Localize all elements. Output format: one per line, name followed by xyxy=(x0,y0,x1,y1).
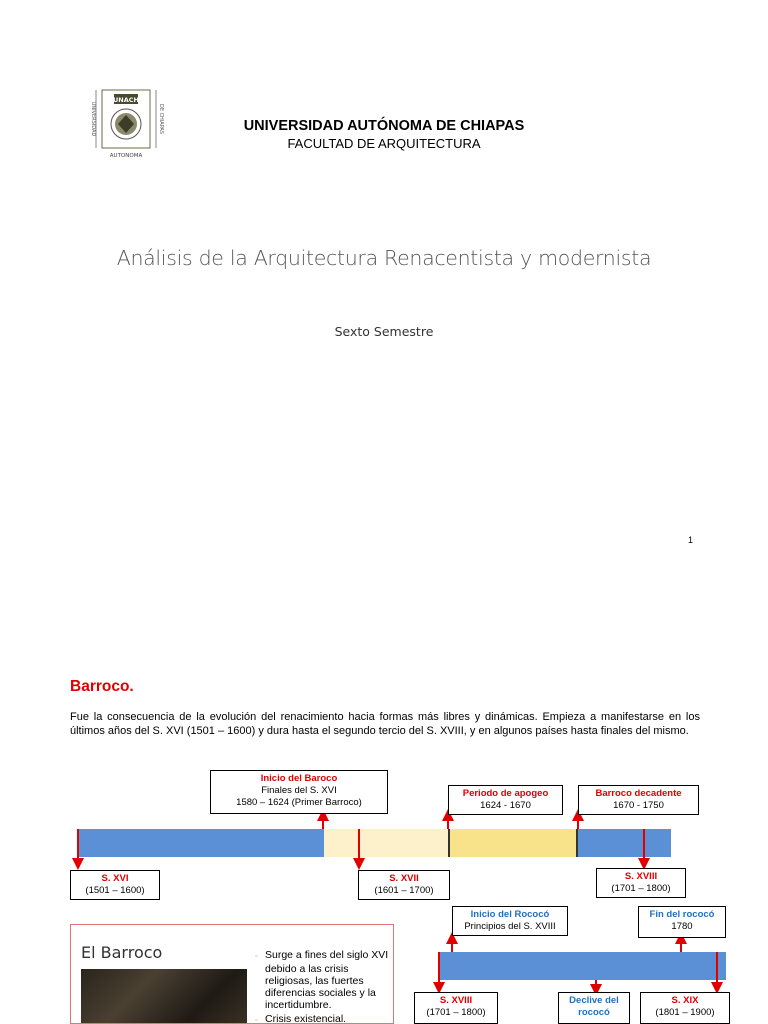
box-title: S. XVI xyxy=(101,873,129,884)
box-line: rococó xyxy=(578,1007,610,1018)
svg-text:AUTONOMA: AUTONOMA xyxy=(109,153,143,159)
box-line: 1624 - 1670 xyxy=(480,800,531,811)
box-line: 1580 – 1624 (Primer Barroco) xyxy=(236,797,362,808)
section-paragraph: Fue la consecuencia de la evolución del renacimiento hacia formas más libres y dinámicas. Empieza a manifestarse en los últimos años del S. XVI (1501 – 1600) y dura hasta el segundo tercio del S. XVIII, y en algunos países hasta finales del mismo. xyxy=(70,711,700,737)
box-line: (1801 – 1900) xyxy=(655,1007,715,1018)
box-line: (1501 – 1600) xyxy=(85,885,145,896)
timeline-bar-segment-light-yellow xyxy=(324,829,448,857)
box-line: (1701 – 1800) xyxy=(426,1007,486,1018)
panel-bullets xyxy=(255,949,391,1024)
box-title: S. XVIII xyxy=(624,871,658,882)
panel-bullet: ▫ Crisis existencial. xyxy=(265,1013,391,1024)
timeline-box-inicio-barroco xyxy=(210,770,388,814)
box-line: Finales del S. XVI xyxy=(261,785,337,796)
box-line: 1670 - 1750 xyxy=(613,800,664,811)
timeline-bar-segment-blue-2 xyxy=(578,829,671,857)
semester-label: Sexto Semestre xyxy=(334,324,434,339)
box-title: Barroco decadente xyxy=(595,788,682,799)
section-heading: Barroco. xyxy=(70,678,134,695)
baroque-painting-image xyxy=(81,969,247,1024)
timeline-box-s-xviii xyxy=(596,868,686,898)
rococo-bar xyxy=(438,952,726,980)
timeline-bar-segment-yellow xyxy=(448,829,578,857)
timeline-box-s-xvii xyxy=(358,870,450,900)
box-title: Inicio del Rococó xyxy=(470,909,550,920)
box-title: Declive del xyxy=(569,995,619,1006)
svg-text:UNIVERSIDAD: UNIVERSIDAD xyxy=(90,101,96,137)
box-title: Periodo de apogeo xyxy=(462,788,549,799)
page-number: 1 xyxy=(688,535,694,545)
faculty-name: FACULTAD DE ARQUITECTURA xyxy=(287,136,481,151)
el-barroco-slide-panel xyxy=(70,924,394,1024)
svg-text:DE CHIAPAS: DE CHIAPAS xyxy=(158,103,164,135)
box-line: 1780 xyxy=(671,921,693,932)
timeline-box-s-xix xyxy=(640,992,730,1024)
box-title: S. XVII xyxy=(389,873,419,884)
svg-text:UNACH: UNACH xyxy=(113,96,139,104)
box-line: Principios del S. XVIII xyxy=(464,921,556,932)
box-title: Fin del rococó xyxy=(649,909,715,920)
panel-title: El Barroco xyxy=(81,943,163,962)
document-title: Análisis de la Arquitectura Renacentista y modernista xyxy=(116,246,652,270)
box-title: S. XVIII xyxy=(439,995,473,1006)
timeline-box-inicio-rococo xyxy=(452,906,568,936)
box-title: Inicio del Baroco xyxy=(260,773,338,784)
timeline-box-declive-rococo xyxy=(558,992,630,1024)
box-line: (1701 – 1800) xyxy=(611,883,671,894)
timeline-bar-segment-blue-1 xyxy=(78,829,324,857)
timeline-box-s-xvi xyxy=(70,870,160,900)
university-name: UNIVERSIDAD AUTÓNOMA DE CHIAPAS xyxy=(243,118,525,134)
timeline-box-s-xviii-rococo xyxy=(414,992,498,1024)
box-title: S. XIX xyxy=(671,995,699,1006)
timeline-box-fin-rococo xyxy=(638,906,726,938)
timeline-box-barroco-decadente xyxy=(578,785,699,815)
box-line: (1601 – 1700) xyxy=(374,885,434,896)
timeline-box-apogeo xyxy=(448,785,563,815)
panel-bullet: ▫ Surge a fines del siglo XVI debido a las crisis religiosas, las fuertes diferencias sociales y la incertidumbre. xyxy=(265,949,391,1011)
